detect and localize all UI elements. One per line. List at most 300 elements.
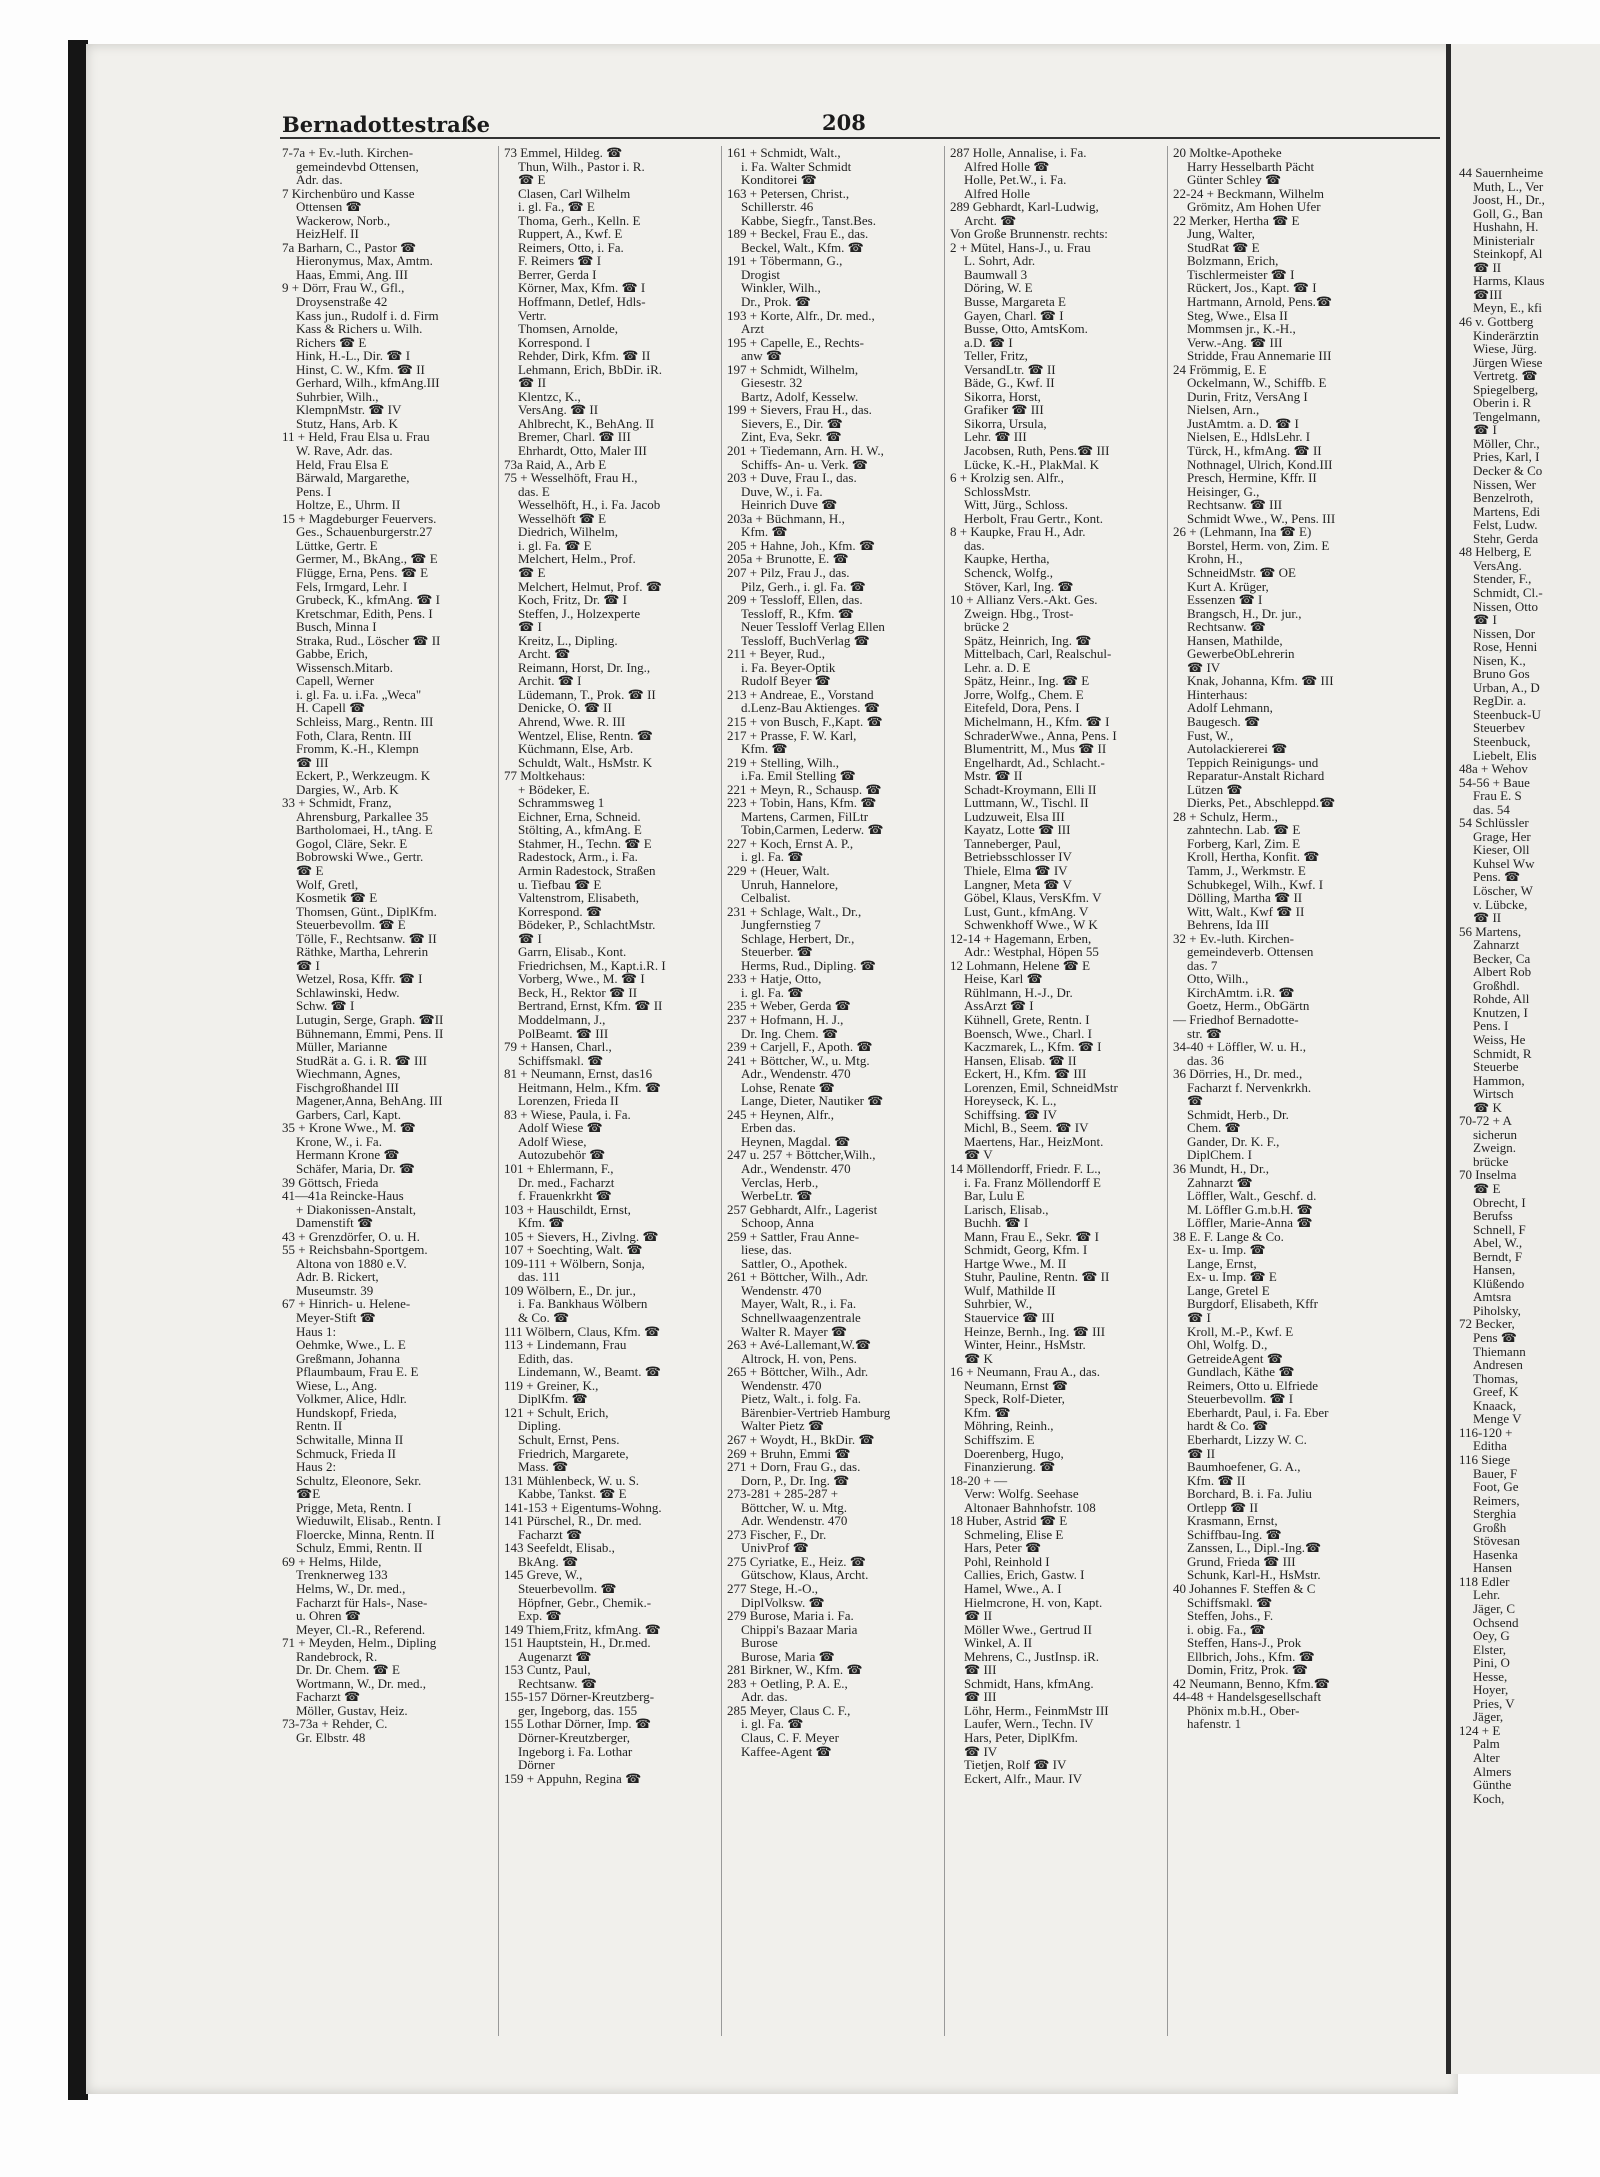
directory-entry: 2 + Mütel, Hans-J., u. Frau — [950, 239, 1091, 255]
directory-entry-line: Schmeling, Elise E — [964, 1526, 1064, 1542]
directory-entry-line: Zahnarzt — [1473, 937, 1520, 953]
directory-entry: 247 u. 257 + Böttcher,Wilh., — [727, 1147, 876, 1163]
directory-entry-line: ☎ II — [964, 1608, 993, 1624]
directory-entry-line: Steffen, Johs., F. — [1187, 1608, 1274, 1624]
directory-entry-line: das. E — [518, 483, 550, 499]
directory-entry-line: Bolzmann, Erich, — [1187, 253, 1279, 269]
directory-entry-line: Koch, Fritz, Dr. ☎ I — [518, 592, 627, 608]
directory-entry-line: Giesestr. 32 — [741, 375, 803, 391]
directory-entry: 40 Johannes F. Steffen & C — [1173, 1580, 1316, 1596]
directory-entry-line: Stutz, Hans, Arb. K — [296, 415, 398, 431]
directory-entry-line: Dipling. — [518, 1418, 561, 1434]
directory-entry-line: H. Capell ☎ — [296, 700, 366, 716]
directory-entry-line: Kayatz, Lotte ☎ III — [964, 822, 1071, 838]
directory-entry: 55 + Reichsbahn-Sportgem. — [282, 1242, 428, 1258]
directory-entry-line: i.Fa. Emil Stelling ☎ — [741, 768, 856, 784]
directory-entry-line: Berufss — [1473, 1208, 1513, 1224]
directory-entry-line: Joost, H., Dr., — [1473, 192, 1545, 208]
directory-entry-line: Autozubehör ☎ — [518, 1147, 606, 1163]
directory-entry-line: Wirtsch — [1473, 1086, 1514, 1102]
directory-entry-line: ☎ I — [1473, 612, 1497, 628]
directory-entry-line: Schwitalle, Minna II — [296, 1431, 404, 1447]
directory-entry-line: Rudolf Beyer ☎ — [741, 673, 831, 689]
directory-entry-line: i. gl. Fa. ☎ — [741, 984, 804, 1000]
directory-entry-line: VersandLtr. ☎ II — [964, 361, 1056, 377]
directory-entry-line: Goetz, Herm., ObGärtn — [1187, 998, 1310, 1014]
directory-entry-line: Elster, — [1473, 1641, 1507, 1657]
directory-entry-line: Beckel, Walt., Kfm. ☎ — [741, 239, 864, 255]
directory-entry-line: Busse, Otto, AmtsKom. — [964, 321, 1088, 337]
directory-entry-line: Oehmke, Wwe., L. E — [296, 1337, 406, 1353]
directory-entry: 239 + Carjell, F., Apoth. ☎ — [727, 1039, 873, 1055]
directory-entry-line: Kieser, Oll — [1473, 842, 1530, 858]
directory-entry-line: Adr. das. — [741, 1689, 788, 1705]
directory-entry: 36 Mundt, H., Dr., — [1173, 1161, 1270, 1177]
directory-entry-line: Baumhoefener, G. A., — [1187, 1459, 1301, 1475]
directory-entry-line: Jung, Walter, — [1187, 226, 1255, 242]
directory-entry-line: das. 36 — [1187, 1052, 1224, 1068]
directory-entry-line: Alter — [1473, 1749, 1500, 1765]
directory-entry-line: gemeindeverb. Ottensen — [1187, 944, 1314, 960]
directory-entry: 235 + Weber, Gerda ☎ — [727, 998, 851, 1014]
directory-entry-line: Alfred Holle — [964, 185, 1031, 201]
directory-entry-line: Schuldt, Walt., HsMstr. K — [518, 754, 653, 770]
directory-entry: 269 + Bruhn, Emmi ☎ — [727, 1445, 851, 1461]
column-divider — [498, 146, 499, 2036]
directory-entry-line: Heinze, Bernh., Ing. ☎ III — [964, 1323, 1106, 1339]
directory-entry-line: Steuerber. ☎ — [741, 944, 813, 960]
directory-entry: 161 + Schmidt, Walt., — [727, 146, 841, 160]
directory-entry: 221 + Meyn, R., Schausp. ☎ — [727, 781, 882, 797]
directory-entry: 213 + Andreae, E., Vorstand — [727, 686, 874, 702]
directory-entry-line: ☎ E — [518, 564, 546, 580]
directory-entry-line: Alfred Holle ☎ — [964, 158, 1050, 174]
directory-entry-line: Facharzt ☎ — [518, 1526, 583, 1542]
directory-entry-line: Löffler, Walt., Geschf. d. — [1187, 1188, 1317, 1204]
directory-entry-line: Muth, L., Ver — [1473, 178, 1544, 194]
directory-entry-line: Großhdl. — [1473, 977, 1520, 993]
directory-entry: 48a + Wehov — [1459, 761, 1528, 777]
directory-entry: 273 Fischer, F., Dr. — [727, 1526, 827, 1542]
directory-entry-line: Albert Rob — [1473, 964, 1532, 980]
directory-entry-line: Gerhard, Wilh., kfmAng.III — [296, 375, 440, 391]
directory-entry-line: Frau E. S — [1473, 788, 1522, 804]
directory-entry: 73a Raid, A., Arb E — [504, 456, 607, 472]
directory-entry-line: Steinkopf, Al — [1473, 246, 1543, 262]
directory-entry-line: Luttmann, W., Tischl. II — [964, 795, 1089, 811]
directory-entry-line: Küchmann, Else, Arb. — [518, 741, 634, 757]
directory-entry-line: Steg, Wwe., Elsa II — [1187, 307, 1288, 323]
directory-entry-line: Wendenstr. 470 — [741, 1282, 822, 1298]
directory-entry-line: Möller Wwe., Gertrud II — [964, 1621, 1092, 1637]
directory-entry: 42 Neumann, Benno, Kfm.☎ — [1173, 1675, 1331, 1691]
directory-entry-line: Teppich Reinigungs- und — [1187, 754, 1319, 770]
directory-entry-line: SchneidMstr. ☎ OE — [1187, 564, 1296, 580]
directory-entry-line: Andresen — [1473, 1357, 1523, 1373]
directory-entry-line: Martens, Edi — [1473, 503, 1541, 519]
directory-entry-line: Steffen, J., Holzexperte — [518, 605, 641, 621]
directory-entry-line: Nissen, Dor — [1473, 625, 1536, 641]
directory-entry-line: Eckert, H., Kfm. ☎ III — [964, 1066, 1087, 1082]
directory-entry: 279 Burose, Maria i. Fa. — [727, 1608, 854, 1624]
directory-entry-line: Holtze, E., Uhrm. II — [296, 497, 401, 513]
directory-entry-line: Nisen, K., — [1473, 652, 1526, 668]
directory-entry-line: Gabbe, Erich, — [296, 646, 368, 662]
directory-entry-line: Pries, Karl, I — [1473, 449, 1540, 465]
directory-entry-line: Ehrhardt, Otto, Maler III — [518, 443, 647, 459]
directory-entry-line: das. — [964, 537, 985, 553]
directory-entry-line: ger, Ingeborg, das. 155 — [518, 1702, 638, 1718]
directory-entry-line: Gundlach, Käthe ☎ — [1187, 1364, 1295, 1380]
directory-entry-line: Meyn, E., kfi — [1473, 300, 1542, 316]
directory-entry-line: Wolf, Gretl, — [296, 876, 359, 892]
directory-entry-line: Ortlepp ☎ II — [1187, 1499, 1259, 1515]
directory-entry-line: Schwenkhoff Wwe., W K — [964, 917, 1098, 933]
directory-entry-line: Pini, O — [1473, 1655, 1510, 1671]
directory-entry-line: GetreideAgent ☎ — [1187, 1350, 1283, 1366]
directory-entry-line: GewerbeObLehrerin — [1187, 646, 1295, 662]
directory-entry-line: Facharzt für Hals-, Nase- — [296, 1594, 428, 1610]
directory-entry: 217 + Prasse, F. W. Karl, — [727, 727, 857, 743]
directory-entry-line: Benzelroth, — [1473, 490, 1534, 506]
directory-entry-line: Felst, Ludw. — [1473, 517, 1538, 533]
directory-entry: 39 Göttsch, Frieda — [282, 1174, 379, 1190]
directory-entry-line: Schiffsing. ☎ IV — [964, 1106, 1057, 1122]
directory-entry-line: Thoma, Gerh., Kelln. E — [518, 212, 641, 228]
directory-entry-line: Lützen ☎ — [1187, 781, 1243, 797]
directory-entry-line: brücke 2 — [964, 619, 1010, 635]
directory-entry-line: Greef, K — [1473, 1384, 1519, 1400]
directory-entry-line: Rentn. II — [296, 1418, 343, 1434]
directory-entry-line: Walter R. Mayer ☎ — [741, 1323, 848, 1339]
directory-entry: 203a + Büchmann, H., — [727, 510, 845, 526]
directory-entry-line: Holle, Pet.W., i. Fa. — [964, 172, 1067, 188]
directory-entry: 48 Helberg, E — [1459, 544, 1532, 560]
directory-entry-line: Adr. B. Rickert, — [296, 1269, 379, 1285]
directory-entry-line: Steuerbe — [1473, 1059, 1519, 1075]
directory-entry-line: Erben das. — [741, 1120, 796, 1136]
directory-entry: 153 Cuntz, Paul, — [504, 1662, 591, 1678]
directory-entry-line: Hamel, Wwe., A. I — [964, 1580, 1062, 1596]
directory-entry: 105 + Sievers, H., Zivlng. ☎ — [504, 1228, 659, 1244]
directory-entry-line: Großh — [1473, 1519, 1507, 1535]
directory-entry-line: Schmidt, Herb., Dr. — [1187, 1106, 1289, 1122]
directory-entry: 18-20 + — — [950, 1472, 1008, 1488]
directory-entry: 12-14 + Hagemann, Erben, — [950, 930, 1092, 946]
directory-entry-line: Möhring, Reinh., — [964, 1418, 1054, 1434]
directory-entry-line: Arzt — [741, 321, 765, 337]
directory-entry-line: Menge V — [1473, 1411, 1522, 1427]
directory-entry-line: gemeindevbd Ottensen, — [296, 158, 419, 174]
directory-entry-line: sicherun — [1473, 1126, 1518, 1142]
directory-entry-line: Harms, Klaus — [1473, 273, 1545, 289]
directory-entry-line: Prigge, Meta, Rentn. I — [296, 1499, 412, 1515]
directory-entry-line: Ex- u. Imp. ☎ — [1187, 1242, 1266, 1258]
directory-entry-line: ☎ E — [296, 862, 324, 878]
directory-entry-line: Adolf Wiese, — [518, 1133, 587, 1149]
directory-entry: 199 + Sievers, Frau H., das. — [727, 402, 872, 418]
directory-entry-line: Pietz, Walt., i. folg. Fa. — [741, 1391, 862, 1407]
directory-entry-line: Wesselhöft, H., i. Fa. Jacob — [518, 497, 661, 513]
directory-entry-line: Günthe — [1473, 1777, 1512, 1793]
directory-entry-line: Pens. I — [1473, 1018, 1509, 1034]
directory-entry-line: Schubkegel, Wilh., Kwf. I — [1187, 876, 1324, 892]
directory-entry-line: Tessloff, BuchVerlag ☎ — [741, 632, 870, 648]
directory-entry-line: Michelmann, H., Kfm. ☎ I — [964, 713, 1110, 729]
directory-entry: 34-40 + Löffler, W. u. H., — [1173, 1039, 1306, 1055]
directory-entry-line: Rechtsanw. ☎ III — [1187, 497, 1283, 513]
directory-entry-line: Meyer, Cl.-R., Referend. — [296, 1621, 426, 1637]
directory-entry-line: Capell, Werner — [296, 673, 375, 689]
directory-entry-line: das. 54 — [1473, 801, 1510, 817]
directory-entry-line: Pohl, Reinhold I — [964, 1553, 1050, 1569]
directory-entry-line: Gr. Elbstr. 48 — [296, 1729, 366, 1745]
directory-entry-line: & Co. ☎ — [518, 1310, 570, 1326]
directory-entry-line: Klüßendo — [1473, 1275, 1525, 1291]
directory-entry-line: u. Ohren ☎ — [296, 1608, 361, 1624]
directory-entry-line: Kaczmarek, L., Kfm. ☎ I — [964, 1039, 1102, 1055]
directory-entry: 113 + Lindemann, Frau — [504, 1337, 627, 1353]
directory-column-3 — [727, 146, 935, 2046]
directory-entry-line: Adr., Wendenstr. 470 — [741, 1066, 851, 1082]
directory-entry-line: Ministerialr — [1473, 232, 1535, 248]
directory-entry-line: + Diakonissen-Anstalt, — [296, 1201, 416, 1217]
directory-entry-line: Nothnagel, Ulrich, Kond.III — [1187, 456, 1333, 472]
directory-entry-line: Hushahn, H. — [1473, 219, 1539, 235]
directory-entry-line: Klentzc, K., — [518, 388, 581, 404]
directory-entry: 7-7a + Ev.-luth. Kirchen- — [282, 146, 414, 160]
directory-entry-line: Bremer, Charl. ☎ III — [518, 429, 631, 445]
directory-entry-line: Phönix m.b.H., Ober- — [1187, 1702, 1300, 1718]
directory-entry-line: Laufer, Wern., Techn. IV — [964, 1716, 1094, 1732]
directory-entry-line: Richers ☎ E — [296, 334, 367, 350]
directory-entry-line: i. Fa. Bankhaus Wölbern — [518, 1296, 648, 1312]
directory-entry-line: ☎ I — [1187, 1310, 1211, 1326]
directory-entry-line: Spätz, Heinr., Ing. ☎ E — [964, 673, 1090, 689]
directory-entry-line: Obrecht, I — [1473, 1194, 1526, 1210]
directory-entry-line: Ges., Schauenburgerstr.27 — [296, 524, 433, 540]
directory-entry-line: Tölle, F., Rechtsanw. ☎ II — [296, 930, 437, 946]
directory-entry-line: Bar, Lulu E — [964, 1188, 1025, 1204]
directory-entry: 261 + Böttcher, Wilh., Adr. — [727, 1269, 869, 1285]
directory-entry-line: Schrammsweg 1 — [518, 795, 605, 811]
directory-entry-line: Neumann, Ernst ☎ — [964, 1377, 1068, 1393]
directory-entry-line: Eberhardt, Lizzy W. C. — [1187, 1431, 1307, 1447]
directory-entry-line: Bödeker, P., SchlachtMstr. — [518, 917, 656, 933]
directory-entry-line: Dörner — [518, 1757, 555, 1773]
directory-entry-line: Schulz, Emmi, Rentn. II — [296, 1540, 423, 1556]
directory-entry: 103 + Hauschildt, Ernst, — [504, 1201, 631, 1217]
directory-entry-line: Höpfner, Gebr., Chemik.- — [518, 1594, 652, 1610]
directory-entry-line: Schw. ☎ I — [296, 998, 355, 1014]
directory-entry-line: Sterghia — [1473, 1506, 1517, 1522]
directory-entry-line: HeizHelf. II — [296, 226, 359, 242]
directory-entry-line: Schmidt, Cl.- — [1473, 584, 1543, 600]
directory-entry-line: Kaffee-Agent ☎ — [741, 1743, 832, 1759]
directory-entry: 24 Frömmig, E. E — [1173, 361, 1267, 377]
directory-entry-line: Eckert, Alfr., Maur. IV — [964, 1770, 1083, 1786]
directory-entry-line: Melchert, Helmut, Prof. ☎ — [518, 578, 662, 594]
directory-entry: 69 + Helms, Hilde, — [282, 1553, 382, 1569]
directory-entry-line: Diedrich, Wilhelm, — [518, 524, 618, 540]
directory-entry-line: + Bödeker, E. — [518, 781, 590, 797]
directory-entry-line: L. Sohrt, Adr. — [964, 253, 1036, 269]
directory-entry-line: Hink, H.-L., Dir. ☎ I — [296, 348, 411, 364]
directory-entry-line: Winter, Heinr., HsMstr. — [964, 1337, 1086, 1353]
directory-entry: 81 + Neumann, Ernst, das16 — [504, 1066, 653, 1082]
directory-entry-line: Wulf, Mathilde II — [964, 1282, 1056, 1298]
directory-entry-line: Dr., Prok. ☎ — [741, 294, 812, 310]
directory-entry-line: Facharzt ☎ — [296, 1689, 361, 1705]
directory-entry: 211 + Beyer, Rud., — [727, 646, 826, 662]
directory-entry-line: Lorenzen, Frieda II — [518, 1093, 619, 1109]
directory-entry-line: Walter Pietz ☎ — [741, 1418, 825, 1434]
directory-entry: 267 + Woydt, H., BkDir. ☎ — [727, 1431, 875, 1447]
directory-entry-line: Schiffbau-Ing. ☎ — [1187, 1526, 1282, 1542]
directory-entry-line: Ex- u. Imp. ☎ E — [1187, 1269, 1277, 1285]
directory-entry-line: Hansen, Mathilde, — [1187, 632, 1283, 648]
directory-entry-line: Winkel, A. II — [964, 1635, 1033, 1651]
directory-entry-line: Spätz, Heinrich, Ing. ☎ — [964, 632, 1092, 648]
directory-entry-line: Fust, W., — [1187, 727, 1234, 743]
directory-entry-line: Abel, W., — [1473, 1235, 1523, 1251]
directory-entry: 141 Pürschel, R., Dr. med. — [504, 1513, 642, 1529]
directory-entry-line: hardt & Co. ☎ — [1187, 1418, 1269, 1434]
directory-entry-line: ☎ IV — [964, 1743, 998, 1759]
directory-entry-line: Stuhr, Pauline, Rentn. ☎ II — [964, 1269, 1110, 1285]
directory-entry-line: Drogist — [741, 266, 780, 282]
directory-entry-line: Presch, Hermine, Kffr. II — [1187, 470, 1317, 486]
directory-entry: 223 + Tobin, Hans, Kfm. ☎ — [727, 795, 877, 811]
directory-entry: 118 Edler — [1459, 1573, 1510, 1589]
directory-entry-line: Schillerstr. 46 — [741, 199, 814, 215]
directory-entry-line: Pens ☎ — [1473, 1330, 1518, 1346]
directory-entry-line: Hesse, — [1473, 1668, 1508, 1684]
directory-entry-line: f. Frauenkrkht ☎ — [518, 1188, 612, 1204]
directory-entry-line: Tessloff, R., Kfm. ☎ — [741, 605, 854, 621]
directory-entry-line: Horeyseck, K. L., — [964, 1093, 1057, 1109]
directory-entry-line: DiplVolksw. ☎ — [741, 1594, 825, 1610]
directory-entry: 257 Gebhardt, Alfr., Lagerist — [727, 1201, 878, 1217]
directory-entry-line: Gander, Dr. K. F., — [1187, 1133, 1280, 1149]
directory-entry-line: Palm — [1473, 1736, 1500, 1752]
directory-entry-line: Teller, Fritz, — [964, 348, 1028, 364]
directory-entry-line: Ottensen ☎ — [296, 199, 362, 215]
directory-entry: 46 v. Gottberg — [1459, 314, 1534, 330]
directory-entry-line: Sattler, O., Apothek. — [741, 1255, 848, 1271]
directory-entry-line: Meyer-Stift ☎ — [296, 1310, 376, 1326]
directory-entry-line: u. Tiefbau ☎ E — [518, 876, 602, 892]
directory-entry: 201 + Tiedemann, Arn. H. W., — [727, 443, 884, 459]
directory-entry-line: Dierks, Pet., Abschleppd.☎ — [1187, 795, 1336, 811]
directory-entry-line: Editha — [1473, 1438, 1507, 1454]
directory-entry: 121 + Schult, Erich, — [504, 1404, 609, 1420]
directory-entry-line: Gütschow, Klaus, Archt. — [741, 1567, 869, 1583]
directory-entry-line: Jungfernstieg 7 — [741, 917, 821, 933]
directory-entry-line: Haus 2: — [296, 1459, 337, 1475]
directory-entry-line: Nissen, Otto — [1473, 598, 1538, 614]
directory-entry-line: Foth, Clara, Rentn. III — [296, 727, 412, 743]
directory-entry-line: ☎III — [1473, 286, 1503, 302]
directory-entry-line: Berndt, F — [1473, 1248, 1523, 1264]
directory-entry-line: Hieronymus, Max, Amtm. — [296, 253, 433, 269]
directory-entry-line: Mayer, Walt, R., i. Fa. — [741, 1296, 857, 1312]
directory-entry-line: Türck, H., kfmAng. ☎ II — [1187, 443, 1322, 459]
directory-entry-line: Liebelt, Elis — [1473, 747, 1537, 763]
directory-entry-line: v. Lübcke, — [1473, 896, 1528, 912]
directory-entry-line: Burgdorf, Elisabeth, Kffr — [1187, 1296, 1318, 1312]
directory-entry-line: Rohde, All — [1473, 991, 1530, 1007]
directory-entry: 191 + Töbermann, G., — [727, 253, 843, 269]
directory-entry-line: Becker, Ca — [1473, 950, 1531, 966]
directory-entry: 101 + Ehlermann, F., — [504, 1161, 614, 1177]
directory-entry-line: Ahrensburg, Parkallee 35 — [296, 808, 429, 824]
directory-entry-line: Valtenstrom, Elisabeth, — [518, 890, 639, 906]
directory-entry: 131 Mühlenbeck, W. u. S. — [504, 1472, 640, 1488]
directory-entry-line: Randebrock, R. — [296, 1648, 378, 1664]
directory-entry: — Friedhof Bernadotte- — [1173, 1012, 1299, 1027]
directory-entry-line: Ochsend — [1473, 1614, 1519, 1630]
directory-entry-line: Wortmann, W., Dr. med., — [296, 1675, 427, 1691]
directory-entry-line: Callies, Erich, Gastw. I — [964, 1567, 1085, 1583]
directory-entry-line: Pflaumbaum, Frau E. E — [296, 1364, 419, 1380]
directory-entry-line: anw ☎ — [741, 348, 783, 364]
directory-entry-line: Adolf Wiese ☎ — [518, 1120, 603, 1136]
directory-entry: 271 + Dorn, Frau G., das. — [727, 1459, 861, 1475]
directory-entry-line: zahntechn. Lab. ☎ E — [1187, 822, 1301, 838]
directory-entry-line: Schmidt Wwe., W., Pens. III — [1187, 510, 1336, 526]
directory-entry-line: Hansen, Elisab. ☎ II — [964, 1052, 1077, 1068]
directory-entry-line: Wendenstr. 470 — [741, 1377, 822, 1393]
directory-entry: 193 + Korte, Alfr., Dr. med., — [727, 307, 875, 323]
directory-entry-line: Eberhardt, Paul, i. Fa. Eber — [1187, 1404, 1329, 1420]
directory-entry-line: i. Fa. Walter Schmidt — [741, 158, 852, 174]
directory-entry-line: Altona von 1880 e.V. — [296, 1255, 407, 1271]
directory-entry-line: Thomsen, Günt., DiplKfm. — [296, 903, 437, 919]
directory-entry-line: Wiechmann, Agnes, — [296, 1066, 401, 1082]
directory-entry: 215 + von Busch, F.,Kapt. ☎ — [727, 713, 883, 729]
directory-entry-line: Lehr. a. D. E — [964, 659, 1031, 675]
directory-entry-line: UnivProf ☎ — [741, 1540, 809, 1556]
directory-entry-line: Grund, Frieda ☎ III — [1187, 1553, 1296, 1569]
directory-entry-line: Kuhsel Ww — [1473, 855, 1535, 871]
directory-entry: 227 + Koch, Ernst A. P., — [727, 835, 854, 851]
directory-entry-line: Behrens, Ida III — [1187, 917, 1269, 933]
directory-entry-line: Krasmann, Ernst, — [1187, 1513, 1278, 1529]
directory-entry-line: Baugesch. ☎ — [1187, 713, 1261, 729]
directory-entry: 54-56 + Baue — [1459, 774, 1530, 790]
directory-entry-line: Schoop, Anna — [741, 1215, 814, 1231]
directory-entry-line: Lindemann, W., Beamt. ☎ — [518, 1364, 661, 1380]
directory-entry-line: Boensch, Wwe., Charl. I — [964, 1025, 1092, 1041]
directory-entry-line: Tietjen, Rolf ☎ IV — [964, 1757, 1067, 1773]
directory-entry-line: Clasen, Carl Wilhelm — [518, 185, 631, 201]
directory-entry-line: Thomsen, Arnolde, — [518, 321, 619, 337]
directory-entry: 22 Merker, Hertha ☎ E — [1173, 212, 1300, 228]
directory-entry-line: Altonaer Bahnhofstr. 108 — [964, 1499, 1096, 1515]
directory-entry-line: Suhrbier, Wilh., — [296, 388, 379, 404]
directory-entry-line: a.D. ☎ I — [964, 334, 1013, 350]
directory-entry-line: Reimann, Horst, Dr. Ing., — [518, 659, 651, 675]
directory-entry: 18 Huber, Astrid ☎ E — [950, 1513, 1068, 1529]
directory-entry-line: Nielsen, E., HdlsLehr. I — [1187, 429, 1311, 445]
adjacent-page-edge — [1446, 44, 1600, 2074]
directory-entry-line: Mstr. ☎ II — [964, 768, 1023, 784]
directory-entry-line: Hoffmann, Detlef, Hdls- — [518, 294, 646, 310]
directory-entry-line: Burose, Maria ☎ — [741, 1648, 835, 1664]
directory-entry-line: Oberin i. R — [1473, 395, 1532, 411]
directory-entry: 195 + Capelle, E., Rechts- — [727, 334, 864, 350]
